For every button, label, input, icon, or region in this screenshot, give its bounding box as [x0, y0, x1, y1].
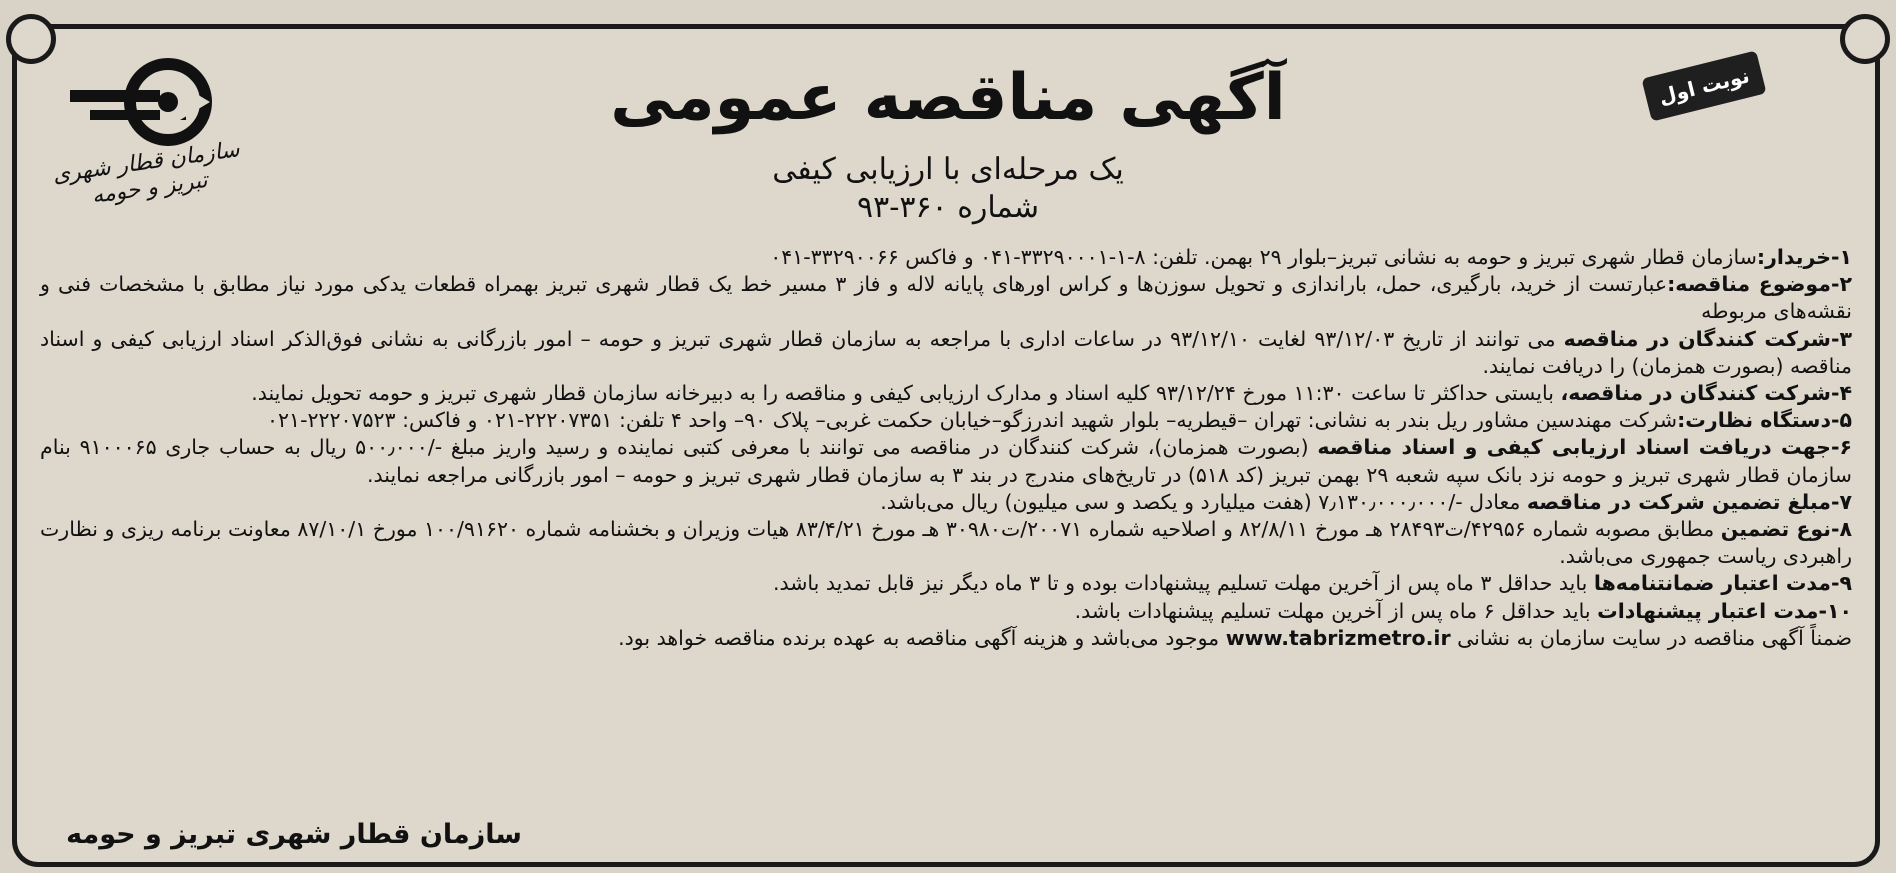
clause-5: [40, 407, 1852, 434]
page-title: آگهی مناقصه عمومی: [610, 61, 1286, 135]
clause-8: [40, 516, 1852, 570]
clause-text: باید حداقل ۶ ماه پس از آخرین مهلت تسلیم پیشنهادات باشد.: [1074, 598, 1591, 623]
clause-heading: ۹-مدت اعتبار ضمانتنامه‌ها: [1593, 571, 1852, 596]
tender-body: [40, 244, 1852, 652]
clause-text: عبارتست از خرید، بارگیری، حمل، باراندازی و تحویل سوزن‌ها و کراس اورهای پایانه لاله و فاز ۳ مسیر خط یک قطار شهری تبریز بهمراه قطعات یدکی مورد نیاز مطابق با مشخصات فنی و نقشه‌های مربوطه: [40, 272, 1852, 324]
clause-heading: ۶-جهت دریافت اسناد ارزیابی کیفی و اسناد مناقصه: [1317, 435, 1852, 460]
clause-4: [40, 380, 1852, 407]
clause-text: مطابق مصوبه شماره ۴۲۹۵۶/ت۲۸۴۹۳ هـ مورخ ۸۲/۸/۱۱ و اصلاحیه شماره ۲۰۰۷۱/ت۳۰۹۸۰ هـ مورخ ۸۳/۴/۲۱ هیات وزیران و بخشنامه شماره ۱۰۰/۹۱۶۲۰ مورخ ۸۷/۱۰/۱ معاونت برنامه ریزی و نظارت راهبردی ریاست جمهوری می‌باشد.: [40, 517, 1852, 569]
clause-heading: ۳-شرکت کنندگان در مناقصه: [1563, 326, 1852, 351]
corner-ornament: [1840, 14, 1890, 64]
clause-text: سازمان قطار شهری تبریز و حومه به نشانی تبریز–بلوار ۲۹ بهمن. تلفن: ۸-۱-۳۳۲۹۰۰۰۱-۰۴۱ و فاکس ۳۳۲۹۰۰۶۶-۰۴۱: [770, 245, 1757, 269]
signature: سازمان قطار شهری تبریز و حومه: [66, 819, 522, 850]
tender-number: شماره ۳۶۰-۹۳: [856, 190, 1040, 225]
logo-caption: سازمان قطار شهری تبریز و حومه: [51, 137, 242, 209]
clause-text: بایستی حداکثر تا ساعت ۱۱:۳۰ مورخ ۹۳/۱۲/۲۴ کلیه اسناد و مدارک ارزیابی کیفی و مناقصه را به دبیرخانه سازمان قطار شهری تبریز و حومه تحویل نمایند.: [251, 381, 1554, 406]
clause-heading: ۱-خریدار:: [1756, 245, 1852, 269]
clause-2: [40, 271, 1852, 325]
clause-6: [40, 434, 1852, 488]
clause-heading: ۷-مبلغ تضمین شرکت در مناقصه: [1526, 489, 1852, 514]
clause-text: شرکت مهندسین مشاور ریل بندر به نشانی: تهران –قیطریه– بلوار شهید اندرزگو–خیابان حکمت غربی– پلاک ۹۰– واحد ۴ تلفن: ۲۲۲۰۷۳۵۱-۰۲۱ و فاکس: ۲۲۲۰۷۵۲۳-۰۲۱: [267, 408, 1678, 433]
website-link[interactable]: www.tabrizmetro.ir: [1225, 625, 1451, 650]
clause-heading: ۵-دستگاه نظارت:: [1677, 408, 1852, 433]
footer-note: [40, 625, 1852, 652]
publication-badge: نوبت اول: [1641, 50, 1766, 121]
page-subtitle: یک مرحله‌ای با ارزیابی کیفی: [772, 152, 1124, 187]
clause-9: [40, 570, 1852, 597]
clause-10: [40, 598, 1852, 625]
clause-text: (بصورت همزمان)، شرکت کنندگان در مناقصه می توانند با معرفی کتبی نماینده و رسید واریز مبلغ -/۵۰۰٫۰۰۰ ریال به حساب جاری ۹۱۰۰۰۶۵ بنام سازمان قطار شهری تبریز و حومه نزد بانک سپه شعبه ۲۹ بهمن تبریز (کد ۵۱۸) در تاریخ‌های مندرج در بند ۳ به سازمان قطار شهری تبریز و حومه – امور بازرگانی مراجعه نمایند.: [40, 435, 1852, 487]
footer-note-before: ضمناً آگهی مناقصه در سایت سازمان به نشانی: [1457, 625, 1852, 650]
corner-ornament: [6, 14, 56, 64]
clause-3: [40, 326, 1852, 380]
clause-heading: ۸-نوع تضمین: [1720, 517, 1852, 542]
clause-text: معادل -/۷٫۱۳۰٫۰۰۰٫۰۰۰ (هفت میلیارد و یکصد و سی میلیون) ریال می‌باشد.: [880, 489, 1521, 514]
clause-heading: ۱۰-مدت اعتبار پیشنهادات: [1597, 598, 1852, 623]
clause-7: [40, 489, 1852, 516]
clause-heading: ۴-شرکت کنندگان در مناقصه،: [1560, 381, 1852, 406]
clause-text: باید حداقل ۳ ماه پس از آخرین مهلت تسلیم پیشنهادات بوده و تا ۳ ماه دیگر نیز قابل تمدید باشد.: [772, 571, 1588, 596]
clause-text: می توانند از تاریخ ۹۳/۱۲/۰۳ لغایت ۹۳/۱۲/۱۰ در ساعات اداری با مراجعه به سازمان قطار شهری تبریز و حومه – امور بازرگانی به نشانی فوق‌الذکر اسناد ارزیابی کیفی و اسناد مناقصه (بصورت همزمان) را دریافت نمایند.: [40, 326, 1852, 378]
clause-heading: ۲-موضوع مناقصه:: [1667, 272, 1852, 297]
footer-note-after: موجود می‌باشد و هزینه آگهی مناقصه به عهده برنده مناقصه خواهد بود.: [618, 625, 1220, 650]
clause-1: [40, 244, 1852, 271]
